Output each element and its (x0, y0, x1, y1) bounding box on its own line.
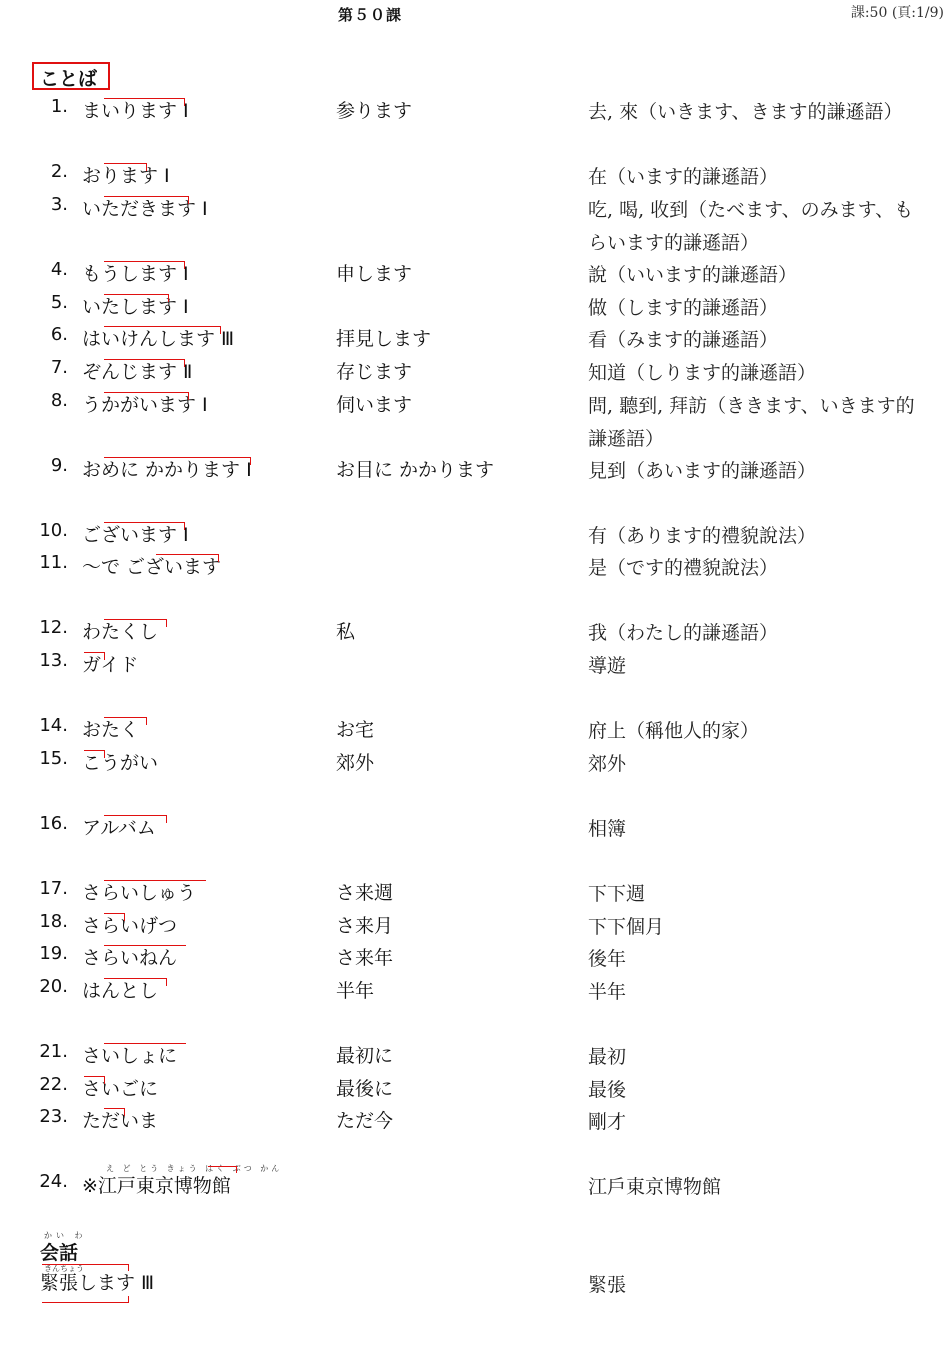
item-meaning: 相簿 (588, 818, 627, 840)
item-kana: はんとし (82, 980, 159, 1002)
accent-mark (104, 196, 189, 204)
item-number: 19. (39, 943, 68, 964)
item-number: 3. (50, 194, 68, 215)
accent-mark (156, 554, 219, 562)
item-kana: さらいげつ (82, 915, 178, 937)
page-number: 課:50 (頁:1/9) (850, 5, 944, 21)
accent-mark (104, 457, 251, 465)
page-header-title: 第５０課 (337, 6, 402, 24)
item-meaning: 府上（稱他人的家） (588, 720, 760, 742)
kaiwa-meaning: 緊張 (588, 1274, 627, 1296)
vocab-row (0, 748, 950, 778)
item-meaning: 吃, 喝, 收到（たべます、のみます、もらいます的謙遜語） (588, 199, 914, 254)
kaiwa-word: 緊張します Ⅲ (40, 1272, 155, 1294)
item-kanji: 郊外 (336, 752, 375, 774)
item-number: 6. (50, 324, 68, 345)
item-kanji: 私 (336, 621, 356, 643)
item-number: 24. (39, 1171, 68, 1192)
item-number: 2. (50, 161, 68, 182)
item-meaning: 導遊 (588, 655, 627, 677)
item-kana: さらいしゅう (82, 882, 197, 904)
kaiwa-ruby: かい わ (44, 1231, 87, 1240)
accent-mark (42, 1296, 129, 1303)
vocab-row (0, 552, 950, 582)
section-label: ことば (40, 68, 98, 90)
item-number: 10. (39, 520, 68, 541)
item-number: 7. (50, 357, 68, 378)
item-meaning: 去, 來（いきます、きます的謙遜語） (588, 101, 903, 123)
item-meaning: 看（みます的謙遜語） (588, 329, 779, 351)
item-kanji: 申します (336, 263, 413, 285)
item-kana: ございます Ⅰ (82, 524, 189, 546)
item-number: 16. (39, 813, 68, 834)
item-kanji: さ来月 (336, 915, 394, 937)
item-meaning: 半年 (588, 981, 627, 1003)
accent-mark (104, 619, 167, 627)
vocab-row (0, 1106, 950, 1136)
item-meaning: 知道（しります的謙遜語） (588, 362, 817, 384)
item-kana: アルバム (82, 817, 156, 839)
accent-mark (104, 815, 167, 823)
accent-mark (104, 522, 185, 530)
item-meaning: 下下週 (588, 883, 646, 905)
item-meaning: 下下個月 (588, 916, 665, 938)
item-kana: ～で ございます (82, 556, 222, 578)
item-kana: おたく (82, 719, 140, 741)
item-number: 11. (39, 552, 68, 573)
accent-mark (84, 1076, 105, 1084)
item-meaning: 最後 (588, 1079, 627, 1101)
item-kana: さいごに (82, 1078, 159, 1100)
accent-mark (104, 294, 169, 302)
item-number: 23. (39, 1106, 68, 1127)
item-kana: おります Ⅰ (82, 165, 170, 187)
item-meaning: 後年 (588, 948, 627, 970)
accent-mark (104, 326, 221, 334)
kaiwa-word-ruby: きんちょう (44, 1264, 84, 1273)
item-kana: おめに かかります Ⅰ (82, 459, 252, 481)
item-kana: いただきます Ⅰ (82, 198, 208, 220)
accent-mark (104, 261, 185, 269)
item-kana: ※江戸東京博物館 (82, 1175, 231, 1197)
item-meaning: 我（わたし的謙遜語） (588, 622, 779, 644)
vocab-row (0, 650, 950, 680)
vocab-row (0, 1074, 950, 1104)
item-kana: ただいま (82, 1110, 159, 1132)
accent-mark (84, 652, 105, 660)
item-kanji: さ来年 (336, 947, 394, 969)
item-kana: ガイド (82, 654, 139, 676)
item-kana: ぞんじます Ⅱ (82, 361, 193, 383)
item-kana: もうします Ⅰ (82, 263, 189, 285)
item-meaning: 剛才 (588, 1111, 627, 1133)
accent-mark (84, 750, 105, 758)
item-number: 9. (50, 455, 68, 476)
accent-mark (104, 359, 185, 367)
item-kana: さらいねん (82, 947, 178, 969)
vocab-row (0, 911, 950, 941)
accent-mark (104, 1043, 186, 1051)
item-kanji: 拝見します (336, 328, 432, 350)
item-kanji: 存じます (336, 361, 413, 383)
item-kana: こうがい (82, 752, 159, 774)
item-meaning: 在（います的謙遜語） (588, 166, 779, 188)
item-number: 17. (39, 878, 68, 899)
item-meaning: 做（します的謙遜語） (588, 297, 779, 319)
item-number: 18. (39, 911, 68, 932)
accent-mark (104, 1108, 125, 1116)
item-kanji: さ来週 (336, 882, 394, 904)
item-number: 15. (39, 748, 68, 769)
item-kanji: 半年 (336, 980, 375, 1002)
accent-mark (104, 880, 206, 888)
item-kanji: お宅 (336, 719, 375, 741)
item-meaning: 有（あります的禮貌說法） (588, 525, 817, 547)
item-kana: いたします Ⅰ (82, 296, 189, 318)
accent-mark (104, 392, 189, 400)
item-number: 4. (50, 259, 68, 280)
accent-mark (104, 717, 147, 725)
item-meaning: 最初 (588, 1046, 627, 1068)
item-number: 5. (50, 292, 68, 313)
item-kanji: ただ今 (336, 1110, 394, 1132)
accent-mark (104, 163, 147, 171)
item-kana: うかがいます Ⅰ (82, 394, 208, 416)
item-number: 1. (50, 96, 68, 117)
item-number: 13. (39, 650, 68, 671)
accent-mark (104, 945, 186, 953)
item-kanji: お目に かかります (336, 459, 495, 481)
accent-mark (104, 98, 185, 106)
kaiwa-heading: 会話 (40, 1242, 79, 1264)
item-kanji: 最後に (336, 1078, 394, 1100)
item-number: 20. (39, 976, 68, 997)
accent-mark (208, 1166, 237, 1173)
item-number: 22. (39, 1074, 68, 1095)
vocab-row (0, 1171, 950, 1201)
item-kana: わたくし (82, 621, 159, 643)
item-meaning: 是（です的禮貌說法） (588, 557, 779, 579)
item-kana: はいけんします Ⅲ (82, 328, 235, 350)
item-meaning: 說（いいます的謙遜語） (588, 264, 798, 286)
item-kanji: 最初に (336, 1045, 394, 1067)
item-ruby: え ど とう きょう はく ぶつ かん (106, 1164, 283, 1173)
item-kana: さいしょに (82, 1045, 178, 1067)
item-meaning: 問, 聽到, 拜訪（ききます、いきます的謙遜語） (588, 395, 915, 450)
accent-mark (104, 913, 125, 921)
item-meaning: 見到（あいます的謙遜語） (588, 460, 817, 482)
item-meaning: 郊外 (588, 753, 627, 775)
item-number: 14. (39, 715, 68, 736)
item-kanji: 参ります (336, 100, 413, 122)
item-number: 21. (39, 1041, 68, 1062)
item-kana: まいります Ⅰ (82, 100, 189, 122)
item-number: 12. (39, 617, 68, 638)
item-meaning: 江戶東京博物館 (588, 1176, 722, 1198)
accent-mark (104, 978, 167, 986)
item-kanji: 伺います (336, 394, 413, 416)
item-number: 8. (50, 390, 68, 411)
